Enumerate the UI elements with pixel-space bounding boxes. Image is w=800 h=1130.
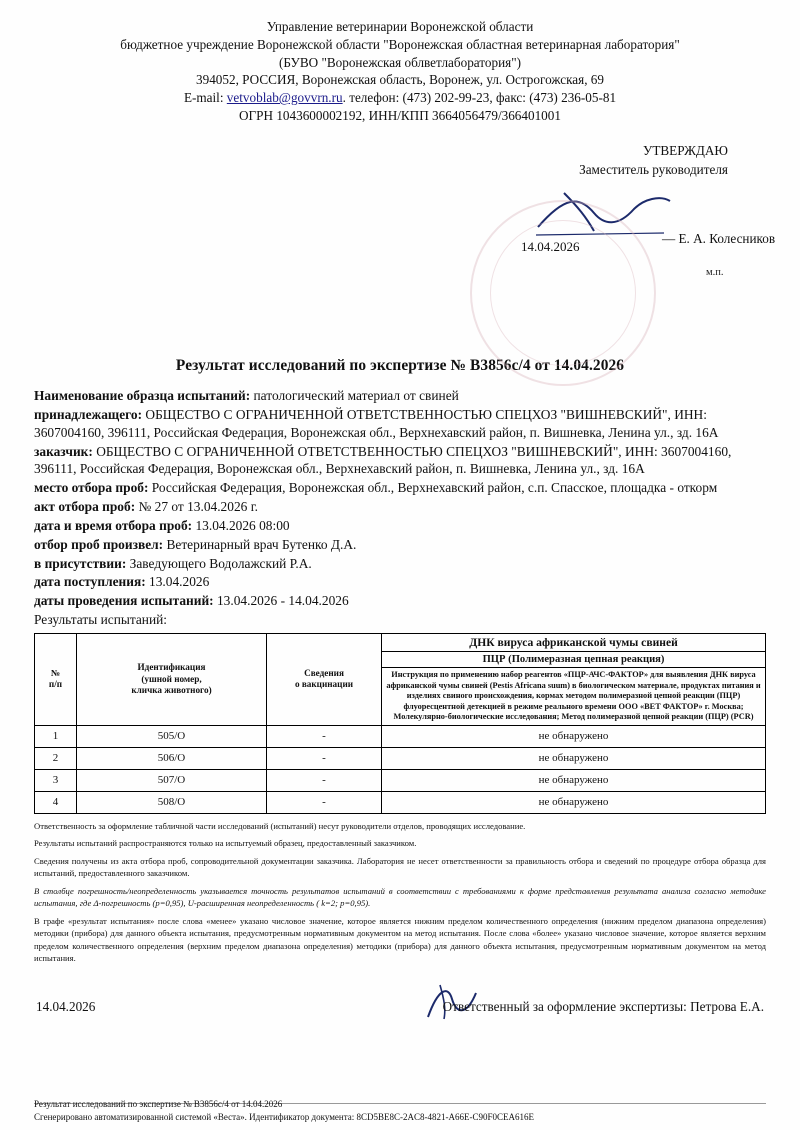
field-label: акт отбора проб:: [34, 499, 136, 515]
cell-vaccination: -: [267, 725, 382, 747]
table-row: [35, 769, 766, 791]
cell-vaccination: -: [267, 769, 382, 791]
field-label: дата и время отбора проб:: [34, 517, 193, 533]
field-label: Наименование образца испытаний:: [34, 388, 251, 404]
col-header-method: ПЦР (Полимеразная цепная реакция): [382, 651, 766, 667]
page-title: Результат исследований по экспертизе № В3856с/4 от 14.04.2026: [175, 357, 625, 375]
col-header-ident-line2: (ушной номер,: [141, 673, 202, 684]
header-line-3: (БУВО "Воронежская облветлаборатория"): [279, 54, 521, 70]
approval-word: УТВЕРЖДАЮ: [642, 142, 728, 158]
cell-num: 3: [35, 769, 77, 791]
cell-result: не обнаружено: [382, 769, 766, 791]
cell-identification: 507/О: [77, 769, 267, 791]
signature-area: [34, 181, 776, 279]
field-label: заказчик:: [34, 443, 93, 459]
cell-identification: 506/О: [77, 747, 267, 769]
header-line-1: Управление ветеринарии Воронежской области: [266, 19, 534, 34]
field-label: отбор проб произвел:: [34, 536, 164, 552]
col-header-ident-line3: кличка животного): [131, 685, 212, 696]
cell-identification: 508/О: [77, 791, 267, 813]
approval-name-text: Е. А. Колесников: [678, 231, 776, 247]
email-label: E-mail:: [183, 90, 227, 106]
field-label: место отбора проб:: [34, 480, 149, 496]
field-value: 13.04.2026 - 14.04.2026: [213, 593, 349, 609]
document-header: [34, 18, 766, 125]
email-link[interactable]: vetvoblab@govvrn.ru: [226, 90, 343, 106]
field-label: в присутствии:: [34, 555, 127, 571]
field-owner: [34, 406, 766, 442]
cell-num: 2: [35, 747, 77, 769]
field-sample-name: [34, 387, 766, 405]
field-customer: [34, 443, 766, 479]
footer-signature-block: [34, 987, 766, 1027]
note-2: Результаты испытаний распространяются только на испытуемый образец, предоставленный заказчиком.: [34, 838, 417, 849]
cell-result: не обнаружено: [382, 747, 766, 769]
col-header-method-description: Инструкция по применению набор реагентов «ПЦР-АЧС-ФАКТОР» для выявления ДНК вируса африканской чумы свиней (Pestis Africana suum) в биологическом материале, продуктах питания и изделиях свиного происхождения, кормах методом полимеразной цепной реакции (ПЦР) флуоресцентной детекцией в режиме реального времени ООО «ВЕТ ФАКТОР» г. Москва; Молекулярно-биологические исследования; Метод полимеразной цепной реакции (ПЦР) (РСR): [382, 667, 766, 725]
header-line-2: бюджетное учреждение Воронежской области "Воронежская областная ветеринарная лаборатория": [120, 36, 680, 52]
field-value: Российская Федерация, Воронежская обл., Верхнехавский район, с.п. Спасское, площадка - откорм: [148, 480, 718, 496]
field-label: принадлежащего:: [34, 406, 143, 422]
cell-vaccination: -: [267, 747, 382, 769]
cell-num: 1: [35, 725, 77, 747]
table-row: [35, 791, 766, 813]
fields-block: [34, 387, 766, 629]
field-value: патологический материал от свиней: [250, 388, 459, 404]
footer-date: 14.04.2026: [36, 998, 96, 1014]
approval-name: [662, 231, 775, 247]
field-value: Заведующего Водолажский Р.А.: [126, 555, 312, 571]
field-sampling-place: [34, 479, 766, 497]
field-value: 13.04.2026: [145, 574, 210, 590]
footer-meta: [34, 1098, 534, 1124]
field-sampling-act: [34, 498, 766, 516]
header-email-line: [34, 89, 766, 107]
approval-date: 14.04.2026: [521, 239, 580, 255]
field-sampling-datetime: [34, 517, 766, 535]
field-value: Ветеринарный врач Бутенко Д.А.: [163, 536, 357, 552]
field-value: 13.04.2026 08:00: [192, 517, 290, 533]
col-header-vacc-line2: о вакцинации: [294, 679, 354, 690]
table-header-row-1: [35, 633, 766, 651]
signature-scribble-icon: [534, 187, 674, 239]
col-header-identification: [77, 633, 267, 725]
table-row: [35, 747, 766, 769]
cell-result: не обнаружено: [382, 791, 766, 813]
cell-identification: 505/О: [77, 725, 267, 747]
approval-position: Заместитель руководителя: [579, 162, 728, 178]
cell-vaccination: -: [267, 791, 382, 813]
field-results-heading: [34, 611, 766, 629]
field-sampled-by: [34, 536, 766, 554]
col-header-analyte: ДНК вируса африканской чумы свиней: [382, 633, 766, 651]
table-row: [35, 725, 766, 747]
results-table: [34, 633, 766, 814]
field-label: дата поступления:: [34, 574, 146, 590]
stamp-label: м.п.: [706, 267, 724, 279]
col-header-ident-line1: Идентификация: [137, 662, 206, 673]
header-ogrn: ОГРН 1043600002192, ИНН/КПП 3664056479/366401001: [239, 108, 561, 124]
field-in-presence: [34, 555, 766, 573]
phone-text: . телефон: (473) 202-99-23, факс: (473) 236-05-81: [342, 90, 617, 106]
col-header-num-line2: п/п: [48, 679, 63, 690]
field-value: ОБЩЕСТВО С ОГРАНИЧЕННОЙ ОТВЕТСТВЕННОСТЬЮ СПЕЦХОЗ "ВИШНЕВСКИЙ", ИНН: 3607004160, 396111, Российская Федерация, Воронежская обл., Верхнехавский район, п. Вишневка, Ленина ул., зд. 16А: [34, 406, 719, 440]
footer-responsible: Ответственный за оформление экспертизы: Петрова Е.А.: [442, 998, 764, 1014]
note-5: В графе «результат испытания» после слова «менее» указано числовое значение, которое является нижним пределом количественного определения (нижним пределом диапазона определения) методики (прибора) для данного объекта испытания, предусмотренным нормативным документом на метод испытания. После слова «более» указано числовое значение, которое является верхним пределом количественного определения (верхним пределом диапазона определения) методики (прибора) для данного объекта испытания, предусмотренным нормативным документом на метод испытания.: [34, 915, 766, 964]
note-3: Сведения получены из акта отбора проб, сопроводительной документации заказчика. Лаборатория не несет ответственности за правильность отбора и сведений по процедуре отбора образца для испытаний, предоставленного заказчиком.: [34, 855, 766, 879]
col-header-num: [35, 633, 77, 725]
footer-meta-line-2: Сгенерировано автоматизированной системой «Веста». Идентификатор документа: 8CD5BE8C-2AC8-4821-A66E-C90F0CEA616E: [34, 1111, 534, 1122]
field-value: ОБЩЕСТВО С ОГРАНИЧЕННОЙ ОТВЕТСТВЕННОСТЬЮ СПЕЦХОЗ "ВИШНЕВСКИЙ", ИНН: 3607004160, 396111, Российская Федерация, Воронежская обл., Верхнехавский район, п. Вишневка, Ленина ул., зд. 16А: [34, 443, 732, 477]
approval-name-dash: —: [662, 231, 679, 247]
col-header-num-line1: №: [50, 667, 61, 678]
note-4: В столбце погрешность/неопределенность указывается точность результатов испытаний в соответствии с требованиями к форме представления результата анализа согласно методике испытания, где Δ-погрешность (p=0,95), U-расширенная неопределенность ( k=2; p=0,95).: [34, 885, 766, 909]
notes-block: [34, 820, 766, 965]
cell-result: не обнаружено: [382, 725, 766, 747]
footer-meta-line-1: Результат исследований по экспертизе № В3856с/4 от 14.04.2026: [34, 1098, 283, 1109]
col-header-vaccination: [267, 633, 382, 725]
field-arrival-date: [34, 573, 766, 591]
field-label: Результаты испытаний:: [34, 612, 168, 628]
note-1: Ответственность за оформление табличной части исследований (испытаний) несут руководители отделов, проводящих исследование.: [34, 820, 526, 831]
cell-num: 4: [35, 791, 77, 813]
field-value: № 27 от 13.04.2026 г.: [135, 499, 259, 515]
header-address: 394052, РОССИЯ, Воронежская область, Воронеж, ул. Острогожская, 69: [196, 72, 604, 88]
approval-block: [34, 141, 766, 179]
col-header-vacc-line1: Сведения: [304, 667, 344, 678]
field-label: даты проведения испытаний:: [34, 593, 214, 609]
field-test-dates: [34, 592, 766, 610]
